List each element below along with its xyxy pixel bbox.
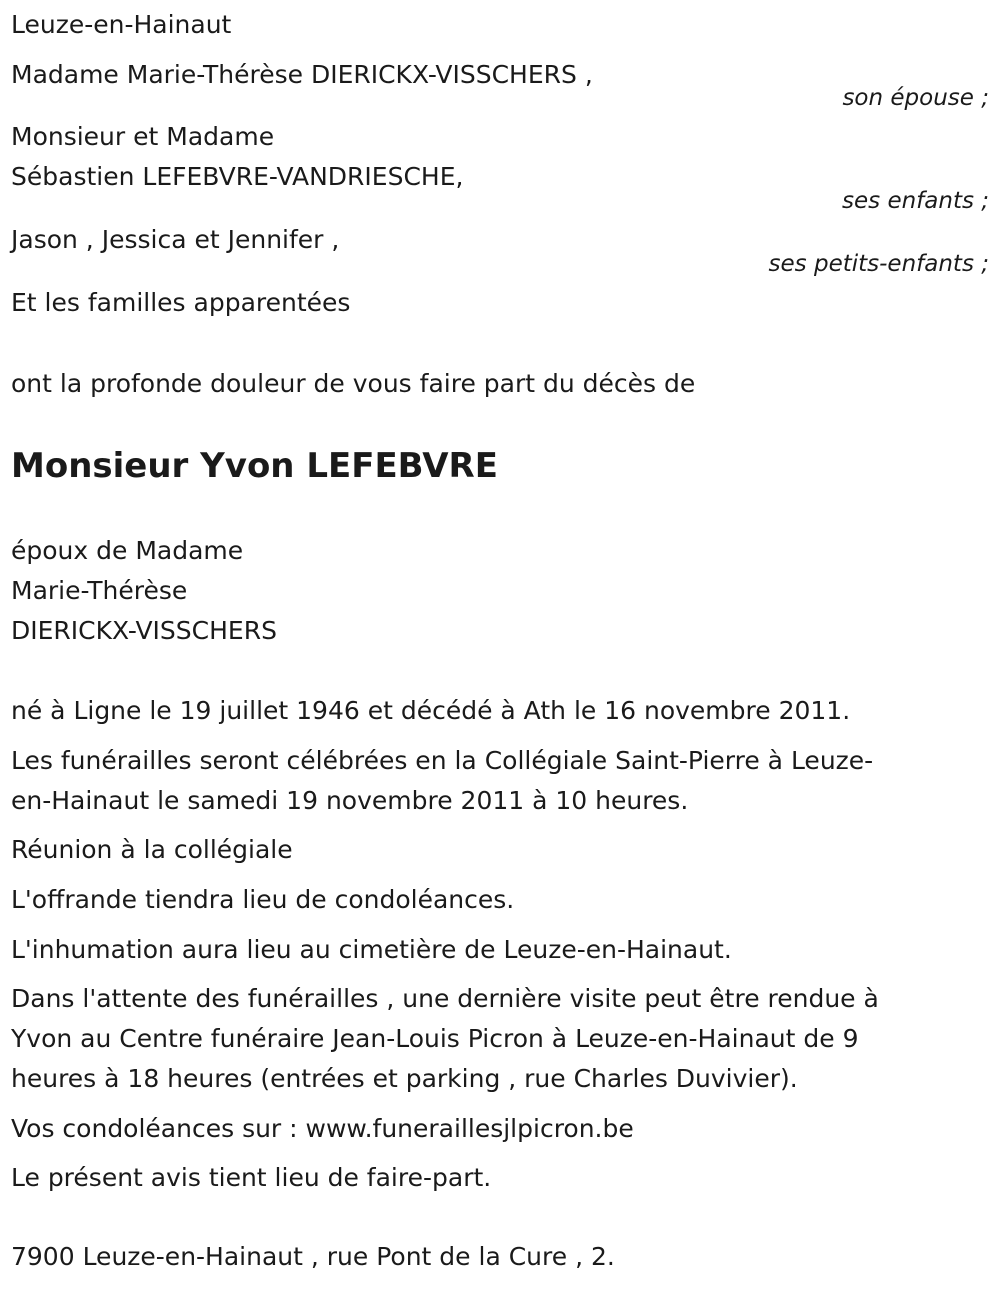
funeral-line-1: Les funérailles seront célébrées en la Collégiale Saint-Pierre à Leuze- xyxy=(11,746,874,775)
address-line: 7900 Leuze-en-Hainaut , rue Pont de la Cure , 2. xyxy=(11,1242,615,1271)
children-line-2: Sébastien LEFEBVRE-VANDRIESCHE, xyxy=(11,162,464,191)
visit-line-2: Yvon au Centre funéraire Jean-Louis Picron à Leuze-en-Hainaut de 9 xyxy=(11,1024,859,1053)
spouse-of-line-2: Marie-Thérèse xyxy=(11,576,188,605)
announcement-line: ont la profonde douleur de vous faire part du décès de xyxy=(11,369,696,398)
relatives-line: Et les familles apparentées xyxy=(11,288,351,317)
visit-line-3: heures à 18 heures (entrées et parking , rue Charles Duvivier). xyxy=(11,1064,798,1093)
offering-line: L'offrande tiendra lieu de condoléances. xyxy=(11,885,515,914)
notice-line: Le présent avis tient lieu de faire-part. xyxy=(11,1163,492,1192)
grandchildren-names: Jason , Jessica et Jennifer , xyxy=(11,225,340,254)
children-role: ses enfants ; xyxy=(842,188,989,214)
visit-line-1: Dans l'attente des funérailles , une dernière visite peut être rendue à xyxy=(11,984,879,1013)
grandchildren-role: ses petits-enfants ; xyxy=(768,251,989,277)
birth-death-line: né à Ligne le 19 juillet 1946 et décédé à Ath le 16 novembre 2011. xyxy=(11,696,851,725)
spouse-of-line-1: époux de Madame xyxy=(11,536,244,565)
children-line-1: Monsieur et Madame xyxy=(11,122,275,151)
deceased-name: Monsieur Yvon LEFEBVRE xyxy=(11,446,498,486)
funeral-line-2: en-Hainaut le samedi 19 novembre 2011 à 10 heures. xyxy=(11,786,689,815)
meeting-line: Réunion à la collégiale xyxy=(11,835,293,864)
spouse-name: Madame Marie-Thérèse DIERICKX-VISSCHERS , xyxy=(11,60,593,89)
location-heading: Leuze-en-Hainaut xyxy=(11,10,232,39)
burial-line: L'inhumation aura lieu au cimetière de Leuze-en-Hainaut. xyxy=(11,935,732,964)
condolences-line: Vos condoléances sur : www.funeraillesjlpicron.be xyxy=(11,1114,634,1143)
spouse-role: son épouse ; xyxy=(842,85,989,111)
spouse-of-line-3: DIERICKX-VISSCHERS xyxy=(11,616,277,645)
